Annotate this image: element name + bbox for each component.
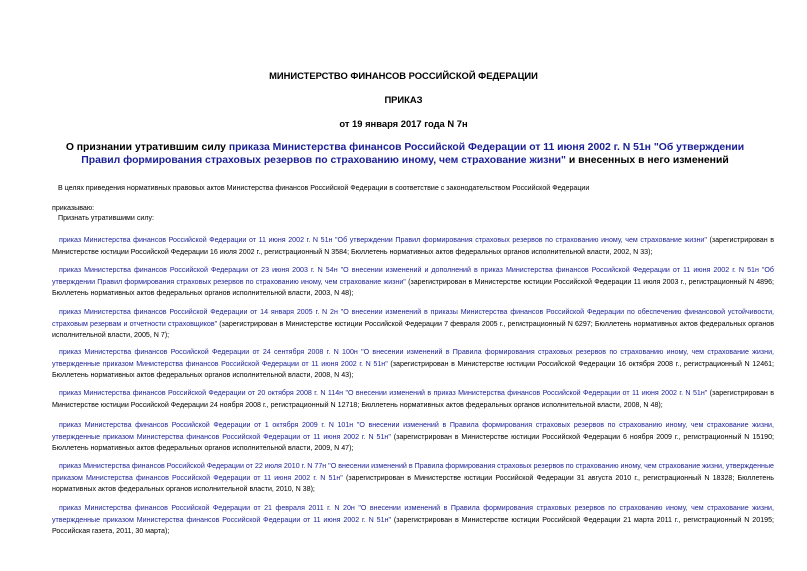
intro-paragraph: В целях приведения нормативных правовых актов Министерства финансов Российской Федерации в соответствие с законодательством Российской Федерации bbox=[58, 184, 590, 192]
title-suffix: и внесенных в него изменений bbox=[565, 155, 729, 166]
list-item bbox=[52, 347, 774, 382]
item-text: (зарегистрирован в Министерстве юстиции Российской Федерации 24 ноября 2008 г., регистрационный N 12718; Бюллетень нормативных актов федеральных органов исполнительной власти, 2008, N 48); bbox=[52, 389, 774, 409]
item-text: (зарегистрирован в Министерстве юстиции Российской Федерации 21 марта 2011 г., регистрационный N 20195; Российская газета, 2011, 30 марта); bbox=[52, 515, 775, 536]
recognize-invalid: Признать утратившими силу: bbox=[58, 214, 155, 222]
item-link[interactable]: приказ Министерства финансов Российской Федерации от 11 июня 2002 г. N 51н "Об утверждении Правил формирования страховых резервов по страхованию иному, чем страхование жизни" bbox=[59, 236, 707, 244]
item-text: (зарегистрирован в Министерстве юстиции Российской Федерации 16 июля 2002 г., регистрационный N 3584; Бюллетень нормативных актов федеральных органов исполнительной власти, 2002, N 33); bbox=[52, 236, 775, 256]
list-item bbox=[52, 503, 774, 538]
list-item bbox=[52, 265, 774, 300]
list-item bbox=[52, 388, 774, 411]
item-link[interactable]: приказ Министерства финансов Российской Федерации от 22 июля 2010 г. N 77н "О внесении изменений в Правила формирования страховых резервов по страхованию иному, чем страхование жизни, утвержденные приказом Министерства финансов Российской Федерации от 11 июня 2002 г. N 51н" bbox=[52, 462, 774, 482]
title-prefix: О признании утратившим силу bbox=[65, 142, 229, 153]
item-link[interactable]: приказ Министерства финансов Российской Федерации от 23 июня 2003 г. N 54н "О внесении изменений и дополнений в приказ Министерства финансов Российской Федерации от 11 июня 2002 г. N 51н "Об утверждении Правил формирования страховых резервов по страхованию иному, чем страхование жизни" bbox=[52, 266, 774, 286]
item-link[interactable]: приказ Министерства финансов Российской Федерации от 24 сентября 2008 г. N 100н "О внесении изменений в Правила формирования страховых резервов по страхованию иному, чем страхование жизни, утвержденные приказом Министерства финансов Российской Федерации от 11 июня 2002 г. N 51н" bbox=[52, 348, 774, 368]
item-link[interactable]: приказ Министерства финансов Российской Федерации от 20 октября 2008 г. N 114н "О внесении изменений в приказ Министерства финансов Российской Федерации от 11 июня 2002 г. N 51н" bbox=[59, 389, 708, 397]
item-link[interactable]: приказ Министерства финансов Российской Федерации от 21 февраля 2011 г. N 20н "О внесении изменений в Правила формирования страховых резервов по страхованию иному, чем страхование жизни, утвержденные приказом Министерства финансов Российской Федерации от 11 июня 2002 г. N 51н" bbox=[52, 504, 774, 524]
item-text: (зарегистрирован в Министерстве юстиции Российской Федерации 11 июля 2003 г., регистрационный N 4896; Бюллетень нормативных актов федеральных органов исполнительной власти, 2003, N 48); bbox=[52, 277, 774, 298]
list-item bbox=[52, 461, 774, 496]
list-item bbox=[52, 307, 774, 342]
item-text: (зарегистрирован в Министерстве юстиции Российской Федерации 7 февраля 2005 г., регистрационный N 6297; Бюллетень нормативных актов федеральных органов исполнительной власти, 2005, N 7); bbox=[52, 319, 774, 340]
list-item bbox=[52, 235, 774, 258]
ministry-heading: МИНИСТЕРСТВО ФИНАНСОВ РОССИЙСКОЙ ФЕДЕРАЦИИ bbox=[269, 70, 538, 81]
title-link[interactable]: приказа Министерства финансов Российской Федерации от 11 июня 2002 г. N 51н "Об утверждении Правил формирования страховых резервов по страхованию иному, чем страхование жизни" bbox=[81, 142, 745, 166]
item-text: (зарегистрирован в Министерстве юстиции Российской Федерации 16 октября 2008 г., регистрационный N 12461; Бюллетень нормативных актов федеральных органов исполнительной власти, 2008, N 43); bbox=[52, 359, 774, 380]
date-number: от 19 января 2017 года N 7н bbox=[339, 118, 468, 129]
order-verb: приказываю: bbox=[52, 204, 95, 212]
list-item bbox=[52, 420, 774, 455]
item-text: (зарегистрирован в Министерстве юстиции Российской Федерации 31 августа 2010 г., регистрационный N 18328; Бюллетень нормативных актов федеральных органов исполнительной власти, 2010, N 38); bbox=[52, 473, 774, 494]
item-link[interactable]: приказ Министерства финансов Российской Федерации от 1 октября 2009 г. N 101н "О внесении изменений в Правила формирования страховых резервов по страхованию иному, чем страхование жизни, утвержденные приказом Министерства финансов Российской Федерации от 11 июня 2002 г. N 51н" bbox=[52, 421, 774, 441]
doc-type-heading: ПРИКАЗ bbox=[384, 94, 423, 105]
item-link[interactable]: приказ Министерства финансов Российской Федерации от 14 января 2005 г. N 2н "О внесении изменений в приказы Министерства финансов Российской Федерации по обеспечению финансовой устойчивости, страховым резервам и отчетности страховщиков" bbox=[52, 308, 774, 328]
document-title bbox=[60, 141, 750, 167]
item-text: (зарегистрирован в Министерстве юстиции Российской Федерации 6 ноября 2009 г., регистрационный N 15190; Бюллетень нормативных актов федеральных органов исполнительной власти, 2009, N 47); bbox=[52, 432, 775, 453]
